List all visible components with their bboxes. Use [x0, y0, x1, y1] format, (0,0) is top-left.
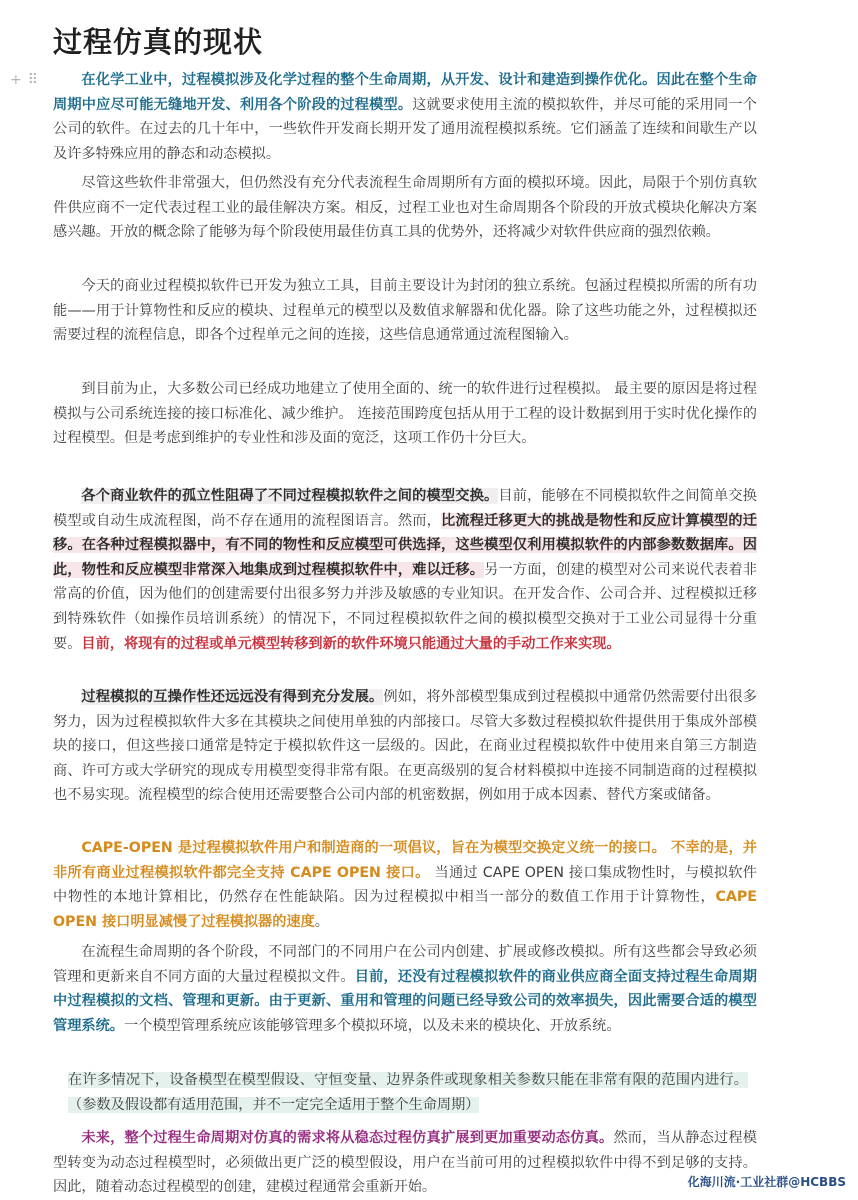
- drag-handle-icon[interactable]: ⠿: [27, 72, 38, 88]
- block-handle[interactable]: [10, 72, 44, 88]
- paragraph-3: [53, 274, 757, 348]
- p1-highlight: 在化学工业中，过程模拟涉及化学过程的整个生命周期，从开发、设计和建造到操作优化。因此在整个生命周期中应尽可能无缝地开发、利用各个阶段的过程模型。: [53, 72, 757, 113]
- paragraph-6: [53, 685, 757, 808]
- add-block-icon[interactable]: +: [10, 72, 22, 88]
- p4-text: 到目前为止，大多数公司已经成功地建立了使用全面的、统一的软件进行过程模拟。 最主要的原因是将过程模拟与公司系统连接的接口标准化、减少维护。 连接范围跨度包括从用于工程的设计数据到用于实时优化操作的过程模型。但是考虑到维护的专业性和涉及面的宽泛，这项工作仍十分巨大。: [53, 381, 757, 447]
- p10-highlight: 未来，整个过程生命周期对仿真的需求将从稳态过程仿真扩展到更加重要动态仿真。: [81, 1130, 614, 1146]
- p7-text-1: 当通过 CAPE OPEN 接口集成物性时，与模拟软件中物性的本地计算相比，仍然存在性能缺陷。因为过程模拟中相当一部分的数值工作用于计算物性，: [53, 864, 757, 906]
- p8-text-1: 在流程生命周期的各个阶段，不同部门的不同用户在公司内创建、扩展或修改模拟。所有这些都会导致必须管理和更新来自不同方面的大量过程模拟文件。: [53, 944, 757, 985]
- p5-text-1: 目前，能够在不同模拟软件之间简单交换模型或自动生成流程图，尚不存在通用的流程图语言。然而，: [53, 488, 757, 529]
- p7-text-2: 。: [314, 913, 329, 930]
- p5-text-2: 另一方面，创建的模型对公司来说代表着非常高的价值，因为他们的创建需要付出很多努力并涉及敏感的专业知识。在开发合作、公司合并、过程模拟迁移到特殊软件（如操作员培训系统）的情况下，不同过程模拟软件之间的模拟模型交换对于工业公司显得十分重要。: [53, 561, 757, 652]
- p8-text-2: 一个模型管理系统应该能够管理多个模拟环境，以及未来的模块化、开放系统。: [123, 1017, 621, 1034]
- paragraph-5: [53, 484, 757, 656]
- p9-highlighted-text: 在许多情况下，设备模型在模型假设、守恒变量、边界条件或现象相关参数只能在非常有限的范围内进行。（参数及假设都有适用范围，并不一定完全适用于整个生命周期）: [68, 1072, 748, 1113]
- p7-highlight-2: CAPE OPEN 接口明显减慢了过程模拟器的速度: [53, 889, 757, 930]
- p10-text: 然而，当从静态过程模型转变为动态过程模型时，必须做出更广泛的模型假设，用户在当前可用的过程模拟软件中得不到足够的支持。 因此，随着动态过程模型的创建，建模过程通常会重新开始。: [53, 1130, 757, 1196]
- p5-highlight-2: 比流程迁移更大的挑战是物性和反应计算模型的迁移。在各种过程模拟器中，有不同的物性和反应模型可供选择，这些模型仅利用模拟软件的内部参数数据库。因此，物性和反应模型非常深入地集成到过程模拟软件中，难以迁移。: [53, 512, 757, 578]
- p5-highlight-1: 各个商业软件的孤立性阻碍了不同过程模拟软件之间的模型交换。: [81, 488, 499, 504]
- paragraph-2: [53, 171, 757, 245]
- p7-highlight-1: CAPE-OPEN 是过程模拟软件用户和制造商的一项倡议，旨在为模型交换定义统一的接口。 不幸的是，并非所有商业过程模拟软件都完全支持 CAPE OPEN 接口。: [53, 840, 757, 881]
- paragraph-1: [53, 68, 757, 166]
- p5-highlight-3: 目前，将现有的过程或单元模型转移到新的软件环境只能通过大量的手动工作来实现。: [81, 635, 621, 652]
- paragraph-4: [53, 377, 757, 451]
- p1-text: 这就要求使用主流的模拟软件，并尽可能的采用同一个公司的软件。在过去的几十年中，一些软件开发商长期开发了通用流程模拟系统。它们涵盖了连续和间歇生产以及许多特殊应用的静态和动态模拟。: [53, 96, 757, 162]
- paragraph-9: [68, 1068, 748, 1117]
- p6-highlight: 过程模拟的互操作性还远远没有得到充分发展。: [81, 689, 384, 705]
- paragraph-8: [53, 940, 757, 1038]
- watermark: 化海川流·工业社群@HCBBS: [687, 1175, 846, 1189]
- p6-text: 例如，将外部模型集成到过程模拟中通常仍然需要付出很多努力，因为过程模拟软件大多在其模块之间使用单独的内部接口。尽管大多数过程模拟软件提供用于集成外部模块的接口，但这些接口通常是特定于模拟软件这一层级的。因此，在商业过程模拟软件中使用来自第三方制造商、许可方或大学研究的现成专用模型变得非常有限。在更高级别的复合材料模拟中连接不同制造商的过程模拟也不易实现。流程模型的综合使用还需要整合公司内部的机密数据，例如用于成本因素、替代方案或储备。: [53, 689, 757, 804]
- paragraph-10: [53, 1126, 757, 1200]
- paragraph-7: [53, 836, 757, 934]
- p8-highlight: 目前，还没有过程模拟软件的商业供应商全面支持过程生命周期中过程模拟的文档、管理和更新。由于更新、重用和管理的问题已经导致公司的效率损失，因此需要合适的模型管理系统。: [53, 968, 757, 1034]
- page-title: 过程仿真的现状: [53, 25, 264, 59]
- p2-text: 尽管这些软件非常强大，但仍然没有充分代表流程生命周期所有方面的模拟环境。因此，局限于个别仿真软件供应商不一定代表过程工业的最佳解决方案。相反，过程工业也对生命周期各个阶段的开放式模块化解决方案感兴趣。开放的概念除了能够为每个阶段使用最佳仿真工具的优势外，还将减少对软件供应商的强烈依赖。: [53, 175, 757, 241]
- p3-text: 今天的商业过程模拟软件已开发为独立工具，目前主要设计为封闭的独立系统。包涵过程模拟所需的所有功能——用于计算物性和反应的模块、过程单元的模型以及数值求解器和优化器。除了这些功能之外，过程模拟还需要过程的流程信息，即各个过程单元之间的连接，这些信息通常通过流程图输入。: [53, 278, 757, 344]
